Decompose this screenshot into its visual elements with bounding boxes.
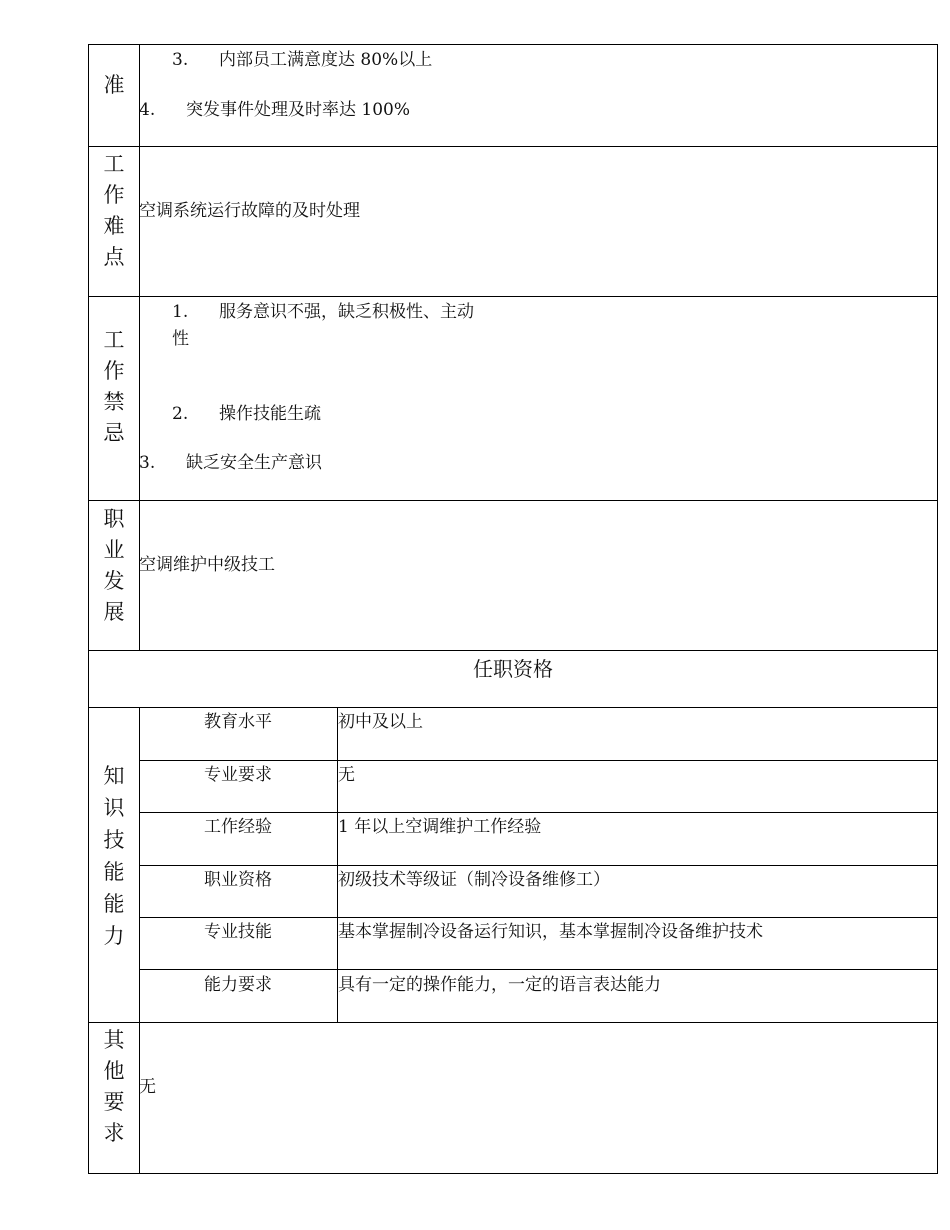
qualification-key-experience: 工作经验 (204, 817, 272, 837)
qualification-row-divider (139, 865, 938, 866)
taboo-item-3: 3. 缺乏安全生产意识 (139, 453, 322, 473)
career-text: 空调维护中级技工 (139, 555, 275, 575)
qualification-key-certificate: 职业资格 (204, 870, 272, 890)
other-text: 无 (139, 1077, 156, 1097)
taboo-label: 工 作 禁 忌 (103, 328, 125, 445)
other-label: 其 他 要 求 (103, 1028, 125, 1145)
qualification-row-divider (139, 969, 938, 970)
taboo-item-2: 2. 操作技能生疏 (172, 404, 321, 424)
career-label: 职 业 发 展 (103, 507, 125, 624)
standard-item-4: 4. 突发事件处理及时率达 100% (139, 100, 411, 120)
standard-label: 准 (103, 73, 125, 97)
row-divider (88, 500, 938, 501)
qualification-key-major: 专业要求 (204, 765, 272, 785)
qualification-row-divider (139, 760, 938, 761)
qualification-value-ability: 具有一定的操作能力，一定的语言表达能力 (338, 975, 661, 995)
standard-item-3: 3. 内部员工满意度达 80%以上 (172, 50, 433, 70)
qualification-value-major: 无 (338, 765, 355, 785)
qualification-key-education: 教育水平 (204, 712, 272, 732)
qualification-value-certificate: 初级技术等级证（制冷设备维修工） (338, 870, 610, 890)
qualification-value-education: 初中及以上 (338, 712, 423, 732)
row-divider (88, 1022, 938, 1023)
qualification-row-divider (139, 812, 938, 813)
row-divider (88, 296, 938, 297)
taboo-item-1: 1. 服务意识不强，缺乏积极性、主动 (172, 302, 474, 322)
difficulty-text: 空调系统运行故障的及时处理 (139, 201, 360, 221)
qualification-value-skills: 基本掌握制冷设备运行知识，基本掌握制冷设备维护技术 (338, 922, 763, 942)
row-divider (88, 707, 938, 708)
knowledge-skills-label: 知 识 技 能 能 力 (103, 764, 125, 948)
taboo-item-1-continued: 性 (172, 329, 189, 349)
qualification-row-divider (139, 917, 938, 918)
difficulty-label: 工 作 难 点 (103, 152, 125, 269)
qualification-value-experience: 1 年以上空调维护工作经验 (338, 817, 542, 837)
qualification-key-skills: 专业技能 (204, 922, 272, 942)
row-divider (88, 146, 938, 147)
qualification-key-ability: 能力要求 (204, 975, 272, 995)
row-divider (88, 650, 938, 651)
qualification-title: 任职资格 (473, 657, 553, 681)
